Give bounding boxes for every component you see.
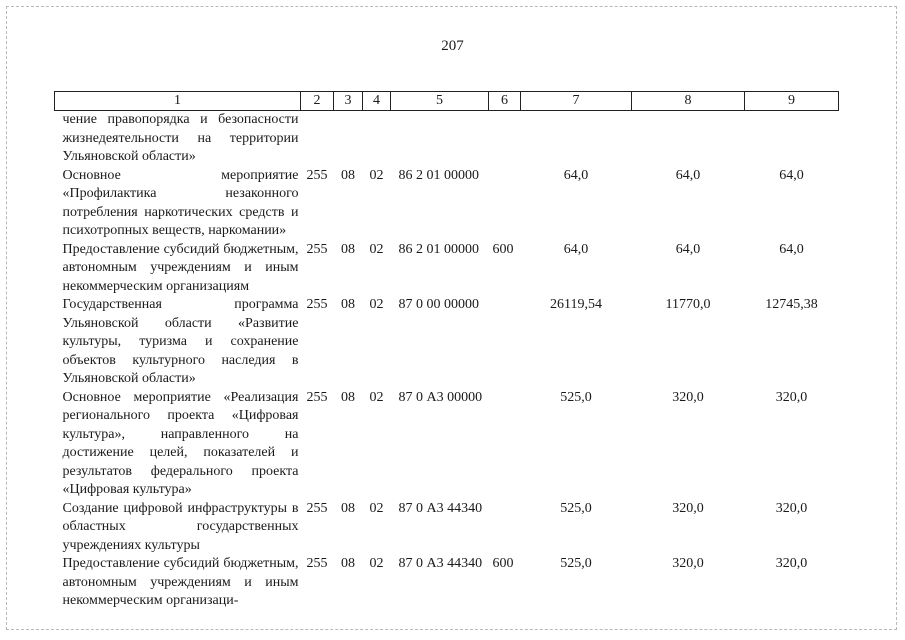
header-col-4: 4 xyxy=(363,92,391,111)
row-rz: 08 xyxy=(341,389,355,405)
row-grbs: 255 xyxy=(306,389,328,405)
table-row xyxy=(55,111,839,167)
header-col-5: 5 xyxy=(391,92,489,111)
row-amount-1: 525,0 xyxy=(560,556,592,571)
header-col-2: 2 xyxy=(301,92,334,111)
header-col-8: 8 xyxy=(632,92,745,111)
row-amount-2 xyxy=(632,111,745,167)
row-description: Основное мероприятие «Профилактика незаконного потребления наркотических средств и психотропных веществ, наркомании» xyxy=(62,167,299,238)
row-rz: 08 xyxy=(341,500,355,516)
row-amount-3: 64,0 xyxy=(779,241,804,257)
table-row xyxy=(55,389,839,500)
row-amount-2: 320,0 xyxy=(672,389,704,405)
row-amount-1: 525,0 xyxy=(560,389,592,405)
row-csr: 86 2 01 00000 xyxy=(398,241,479,257)
row-vr: 600 xyxy=(492,241,514,257)
row-amount-1: 64,0 xyxy=(563,167,589,183)
row-grbs: 255 xyxy=(306,167,328,183)
row-grbs: 255 xyxy=(306,500,328,516)
header-col-3: 3 xyxy=(334,92,363,111)
row-vr xyxy=(489,167,521,241)
table-row xyxy=(55,241,839,297)
row-description: чение правопорядка и безопасности жизнедеятельности на территории Ульяновской области» xyxy=(62,112,299,164)
row-vr xyxy=(489,296,521,389)
row-grbs: 255 xyxy=(306,241,328,257)
row-description: Основное мероприятие «Реализация регионального проекта «Цифровая культура», направленного на достижение целей, показателей и результатов федерального проекта «Цифровая культура» xyxy=(62,389,299,497)
row-description: Создание цифровой инфраструктуры в областных государственных учреждениях культуры xyxy=(62,500,299,553)
row-amount-1: 64,0 xyxy=(563,241,589,257)
row-grbs: 255 xyxy=(306,297,328,312)
table-row xyxy=(55,296,839,389)
row-description: Государственная программа Ульяновской области «Развитие культуры, туризма и сохранение объектов культурного наследия в Ульяновской области» xyxy=(62,297,299,386)
row-amount-3: 320,0 xyxy=(775,389,808,405)
row-pr: 02 xyxy=(369,556,384,571)
budget-table xyxy=(54,91,839,611)
row-vr xyxy=(489,111,521,167)
row-rz: 08 xyxy=(341,556,355,571)
row-pr: 02 xyxy=(369,500,384,516)
row-amount-2: 320,0 xyxy=(672,556,704,571)
row-pr: 02 xyxy=(369,241,384,257)
row-amount-2: 320,0 xyxy=(672,500,704,516)
row-amount-3: 320,0 xyxy=(775,500,808,516)
header-col-6: 6 xyxy=(489,92,521,111)
row-amount-2: 64,0 xyxy=(675,167,701,183)
header-col-1: 1 xyxy=(55,92,301,111)
row-rz: 08 xyxy=(341,167,355,183)
row-amount-2: 11770,0 xyxy=(665,297,711,312)
row-csr: 86 2 01 00000 xyxy=(398,167,479,183)
table-row xyxy=(55,167,839,241)
row-vr xyxy=(489,500,521,556)
page-number: 207 xyxy=(441,38,464,54)
row-description: Предоставление субсидий бюджетным, автономным учреждениям и иным некоммерческим организаци- xyxy=(62,556,299,608)
row-csr: 87 0 А3 00000 xyxy=(398,389,483,405)
row-description: Предоставление субсидий бюджетным, автономным учреждениям и иным некоммерческим организациям xyxy=(62,241,299,294)
row-amount-3: 64,0 xyxy=(779,167,804,183)
row-pr: 02 xyxy=(369,167,384,183)
row-rz xyxy=(334,111,363,167)
row-vr: 600 xyxy=(492,556,514,571)
row-grbs xyxy=(301,111,334,167)
row-csr xyxy=(391,111,489,167)
row-amount-3 xyxy=(745,111,839,167)
row-amount-2: 64,0 xyxy=(675,241,701,257)
row-pr: 02 xyxy=(369,297,384,312)
table-row xyxy=(55,555,839,611)
header-col-9: 9 xyxy=(745,92,839,111)
row-rz: 08 xyxy=(341,297,355,312)
header-col-7: 7 xyxy=(521,92,632,111)
table-row xyxy=(55,500,839,556)
row-rz: 08 xyxy=(341,241,355,257)
row-csr: 87 0 А3 44340 xyxy=(398,500,483,516)
row-vr xyxy=(489,389,521,500)
row-csr: 87 0 А3 44340 xyxy=(398,556,483,571)
column-number-header xyxy=(55,92,839,111)
row-amount-3: 320,0 xyxy=(775,556,808,571)
row-amount-3: 12745,38 xyxy=(765,297,818,312)
row-pr: 02 xyxy=(369,389,384,405)
row-amount-1: 26119,54 xyxy=(550,297,602,312)
row-csr: 87 0 00 00000 xyxy=(398,297,479,312)
row-amount-1: 525,0 xyxy=(560,500,592,516)
row-grbs: 255 xyxy=(306,556,328,571)
row-amount-1 xyxy=(521,111,632,167)
row-pr xyxy=(363,111,391,167)
